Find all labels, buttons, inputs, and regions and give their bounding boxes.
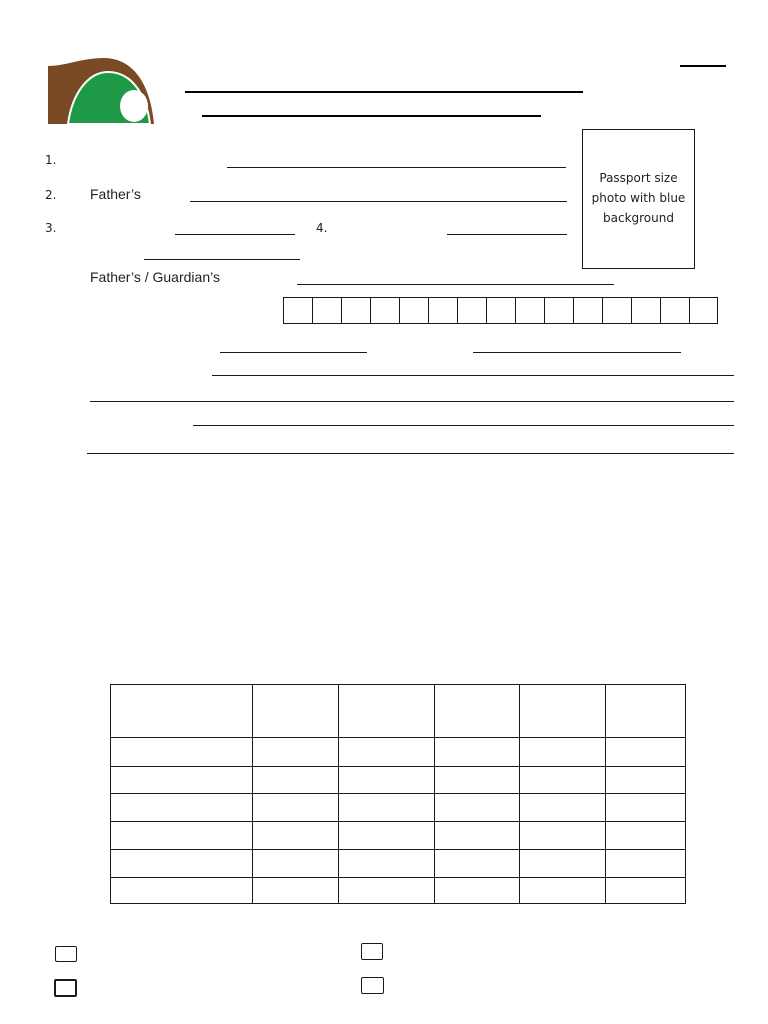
title-line-1: [185, 91, 583, 93]
table-row: [111, 822, 686, 850]
table-cell[interactable]: [339, 794, 435, 822]
digit-box[interactable]: [632, 297, 661, 324]
marks-table: [110, 684, 686, 904]
table-cell[interactable]: [606, 822, 686, 850]
checkbox-3[interactable]: [361, 943, 383, 960]
digit-box[interactable]: [516, 297, 545, 324]
checkbox-2[interactable]: [54, 979, 77, 997]
digit-box[interactable]: [574, 297, 603, 324]
table-cell[interactable]: [111, 738, 253, 767]
digit-box[interactable]: [690, 297, 718, 324]
digit-box[interactable]: [313, 297, 342, 324]
table-cell[interactable]: [253, 794, 339, 822]
guardian-label: Father’s / Guardian’s: [90, 269, 220, 285]
table-cell[interactable]: [339, 738, 435, 767]
table-cell[interactable]: [435, 822, 520, 850]
table-cell[interactable]: [435, 767, 520, 794]
table-header-cell: [435, 685, 520, 738]
table-cell[interactable]: [339, 822, 435, 850]
table-cell[interactable]: [435, 794, 520, 822]
item-2-label: Father’s: [90, 186, 141, 202]
table-cell[interactable]: [435, 850, 520, 878]
digit-box[interactable]: [342, 297, 371, 324]
table-cell[interactable]: [253, 878, 339, 904]
item-4-field[interactable]: [447, 234, 567, 235]
table-cell[interactable]: [520, 767, 606, 794]
digit-box[interactable]: [429, 297, 458, 324]
table-header-cell: [339, 685, 435, 738]
table-cell[interactable]: [520, 738, 606, 767]
item-2-number: 2.: [45, 188, 57, 202]
field-line-a[interactable]: [220, 352, 367, 353]
table-cell[interactable]: [606, 767, 686, 794]
checkbox-1[interactable]: [55, 946, 77, 962]
item-1-number: 1.: [45, 153, 57, 167]
digit-box[interactable]: [284, 297, 313, 324]
table-cell[interactable]: [111, 794, 253, 822]
digit-box[interactable]: [371, 297, 400, 324]
guardian-field[interactable]: [297, 284, 614, 285]
table-header-cell: [520, 685, 606, 738]
table-header-cell: [606, 685, 686, 738]
digit-box[interactable]: [661, 297, 690, 324]
item-3-field[interactable]: [175, 234, 295, 235]
table-row: [111, 738, 686, 767]
table-cell[interactable]: [606, 794, 686, 822]
table-cell[interactable]: [111, 878, 253, 904]
field-line-b[interactable]: [473, 352, 681, 353]
form-number-line[interactable]: [680, 65, 726, 67]
photo-box-text: Passport size photo with blue background: [591, 171, 686, 225]
table-cell[interactable]: [606, 738, 686, 767]
table-cell[interactable]: [253, 738, 339, 767]
item-3-extra-field[interactable]: [144, 259, 300, 260]
item-1-field[interactable]: [227, 167, 566, 168]
table-cell[interactable]: [339, 878, 435, 904]
table-cell[interactable]: [111, 822, 253, 850]
checkbox-4[interactable]: [361, 977, 384, 994]
table-cell[interactable]: [111, 850, 253, 878]
table-header-cell: [111, 685, 253, 738]
table-cell[interactable]: [253, 850, 339, 878]
table-cell[interactable]: [520, 878, 606, 904]
table-row: [111, 850, 686, 878]
digit-box[interactable]: [400, 297, 429, 324]
photo-box[interactable]: [582, 129, 695, 269]
item-2-field[interactable]: [190, 201, 567, 202]
digit-boxes[interactable]: [283, 297, 718, 324]
digit-box[interactable]: [603, 297, 632, 324]
table-cell[interactable]: [253, 822, 339, 850]
table-header-cell: [253, 685, 339, 738]
table-cell[interactable]: [253, 767, 339, 794]
table-header-row: [111, 685, 686, 738]
table-cell[interactable]: [111, 767, 253, 794]
field-line-f[interactable]: [87, 453, 734, 454]
digit-box[interactable]: [458, 297, 487, 324]
digit-box[interactable]: [545, 297, 574, 324]
field-line-c[interactable]: [212, 375, 734, 376]
item-3-number: 3.: [45, 221, 57, 235]
table-cell[interactable]: [520, 850, 606, 878]
table-row: [111, 794, 686, 822]
table-cell[interactable]: [339, 850, 435, 878]
table-cell[interactable]: [606, 850, 686, 878]
table-cell[interactable]: [435, 738, 520, 767]
table-cell[interactable]: [520, 794, 606, 822]
table-cell[interactable]: [520, 822, 606, 850]
table-cell[interactable]: [339, 767, 435, 794]
table-cell[interactable]: [606, 878, 686, 904]
field-line-e[interactable]: [193, 425, 734, 426]
field-line-d[interactable]: [90, 401, 734, 402]
logo-white-circle: [120, 90, 148, 122]
title-line-2: [202, 115, 541, 117]
table-cell[interactable]: [435, 878, 520, 904]
institution-logo: [46, 56, 156, 126]
item-4-number: 4.: [316, 221, 328, 235]
table-row: [111, 767, 686, 794]
digit-box[interactable]: [487, 297, 516, 324]
table-row: [111, 878, 686, 904]
